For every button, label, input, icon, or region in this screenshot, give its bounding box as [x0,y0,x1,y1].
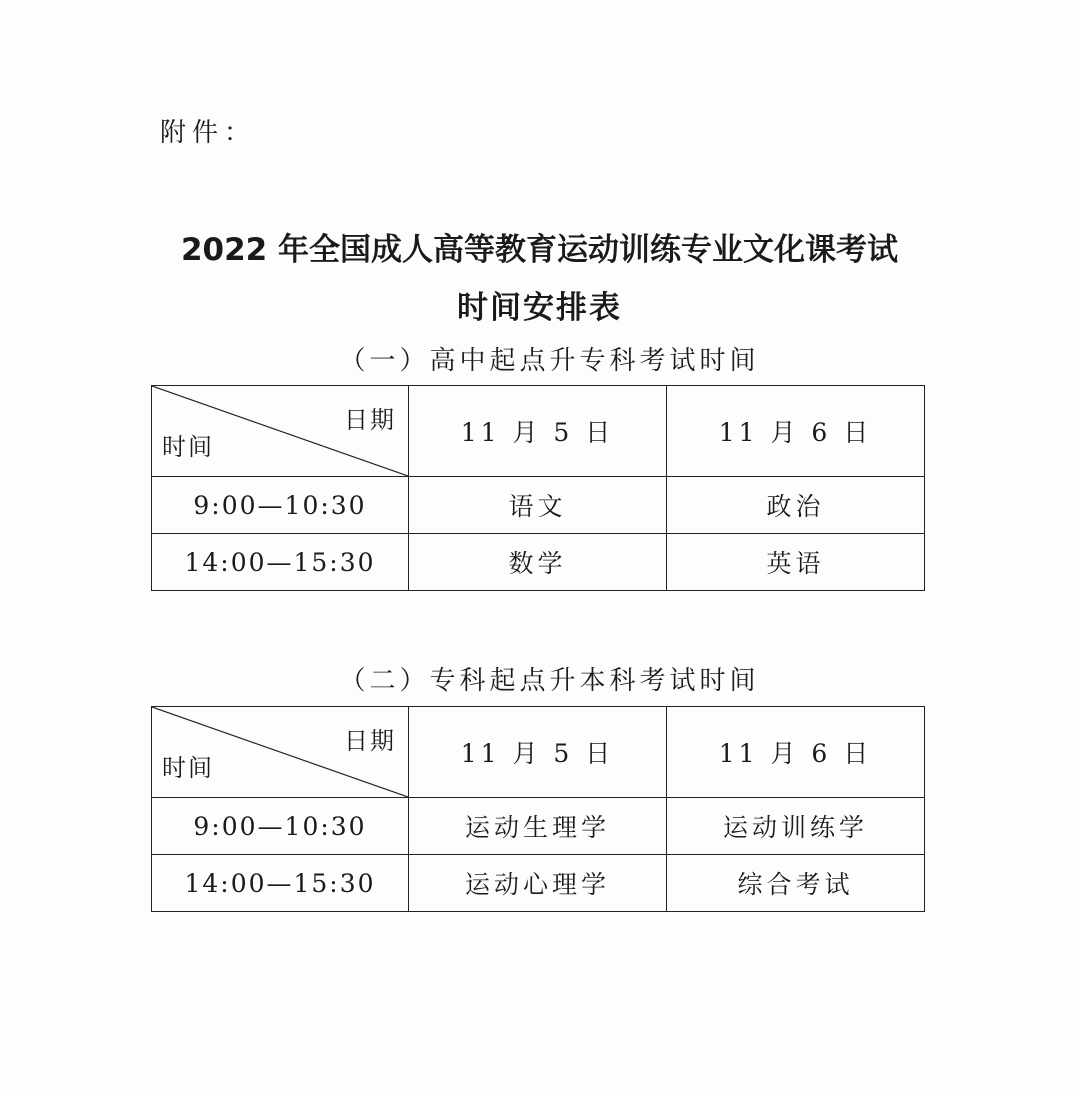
subject-cell: 运动训练学 [667,798,925,855]
table-row [152,798,925,855]
date-header-cell: 11 月 5 日 [409,707,667,798]
table-row [152,534,925,591]
time-cell: 9:00—10:30 [152,477,409,534]
schedule-table-1 [151,385,925,591]
corner-time-label: 时间 [162,754,214,782]
corner-header-cell [152,707,409,798]
table-header-row [152,707,925,798]
table-header-row [152,386,925,477]
subject-cell: 英语 [667,534,925,591]
subject-cell: 语文 [409,477,667,534]
schedule-table-2 [151,706,925,912]
time-cell: 9:00—10:30 [152,798,409,855]
time-cell: 14:00—15:30 [152,855,409,912]
document-title-line-1: 2022 年全国成人高等教育运动训练专业文化课考试 [180,232,899,268]
table-row [152,855,925,912]
section-heading-1: （一）高中起点升专科考试时间 [339,346,760,376]
subject-cell: 运动生理学 [409,798,667,855]
table-row [152,477,925,534]
subject-cell: 数学 [409,534,667,591]
section-heading-2: （二）专科起点升本科考试时间 [339,666,760,696]
time-cell: 14:00—15:30 [152,534,409,591]
corner-time-label: 时间 [162,433,214,461]
date-header-cell: 11 月 5 日 [409,386,667,477]
corner-header-cell [152,386,409,477]
date-header-cell: 11 月 6 日 [667,707,925,798]
date-header-cell: 11 月 6 日 [667,386,925,477]
subject-cell: 综合考试 [667,855,925,912]
document-title-line-2: 时间安排表 [457,290,622,326]
subject-cell: 运动心理学 [409,855,667,912]
attachment-label: 附件： [160,118,257,148]
corner-date-label: 日期 [344,727,396,755]
corner-date-label: 日期 [344,406,396,434]
subject-cell: 政治 [667,477,925,534]
